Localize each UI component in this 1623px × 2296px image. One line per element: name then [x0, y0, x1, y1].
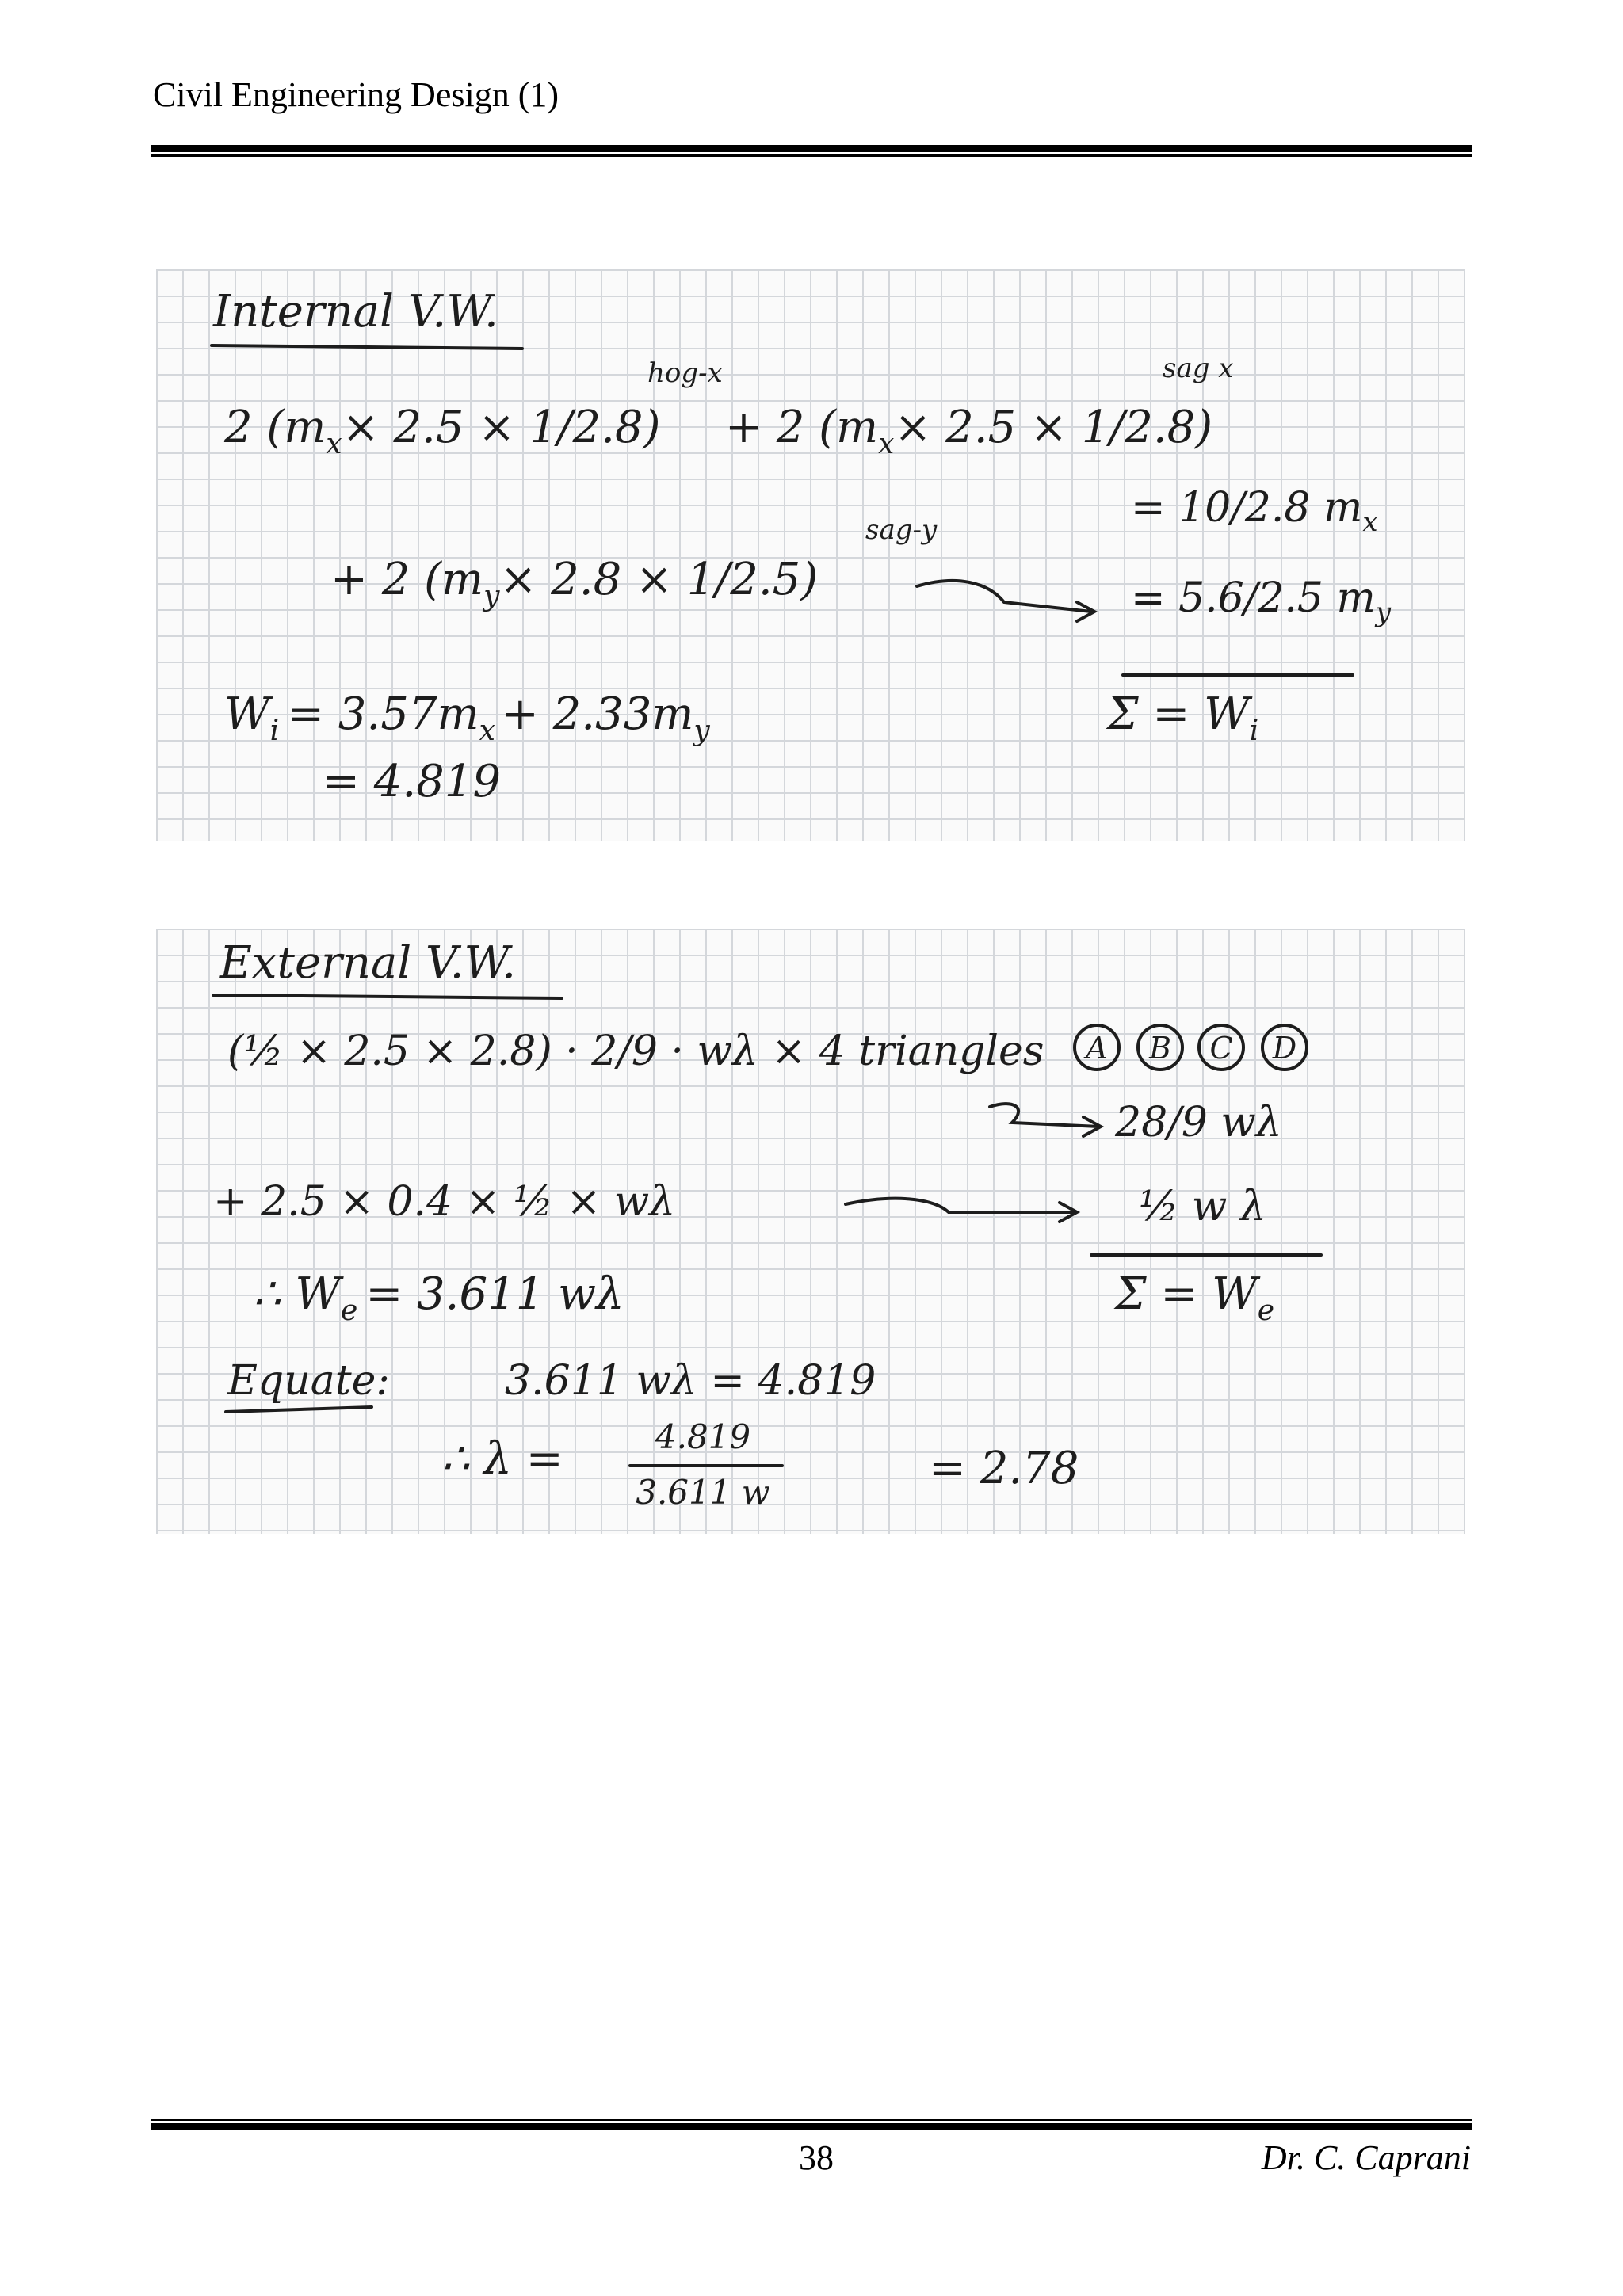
- we-equation: ∴ $W_e = 3.611$ wλ: [253, 1268, 624, 1327]
- external-result-1: 28/9 wλ: [1115, 1099, 1282, 1146]
- equate-equation: 3.611 wλ = 4.819: [505, 1357, 876, 1405]
- internal-vw-heading: Internal V.W.: [213, 286, 498, 338]
- wi-value: = 4.819: [323, 756, 502, 807]
- sag-x-label: sag x: [1163, 353, 1234, 384]
- handwritten-notes-internal-vw: [156, 269, 1465, 841]
- panel-c-label: C: [1209, 1031, 1233, 1066]
- internal-result-1: = 10/2.8 $m_x$: [1131, 484, 1378, 538]
- internal-sum: $\Sigma = W_i$: [1107, 688, 1259, 747]
- handwritten-notes-external-vw: [156, 929, 1465, 1534]
- lambda-lhs: ∴ λ =: [441, 1433, 563, 1485]
- internal-vw-svg: [156, 269, 1465, 841]
- lambda-result: = 2.78: [929, 1443, 1079, 1494]
- panel-d-label: D: [1272, 1031, 1297, 1066]
- lambda-denominator: 3.611 w: [636, 1473, 770, 1512]
- panel-circles: [1075, 1025, 1307, 1070]
- hog-x-label: hog-x: [647, 357, 723, 389]
- external-term-1: (½ × 2.5 × 2.8) · 2/9 · wλ × 4 triangles: [227, 1028, 1044, 1075]
- page-number: 38: [799, 2138, 834, 2177]
- external-vw-heading-underline: [213, 995, 562, 998]
- external-result-2: ½ w λ: [1139, 1183, 1266, 1230]
- internal-term-1: 2 $(m_x\times 2.5 \times 1/2.8)$: [224, 402, 661, 460]
- external-vw-heading: External V.W.: [220, 937, 517, 989]
- equate-underline: [226, 1407, 372, 1412]
- external-term-2: + 2.5 × 0.4 × ½ × wλ: [213, 1178, 676, 1226]
- internal-term-2: + 2 $(m_x\times 2.5 \times 1/2.8)$: [725, 402, 1213, 460]
- internal-result-2: = 5.6/2.5 $m_y$: [1131, 574, 1392, 628]
- lambda-numerator: 4.819: [655, 1417, 751, 1456]
- external-arrow-2: [846, 1199, 1077, 1222]
- external-arrow-1: [990, 1104, 1101, 1136]
- header-rule-thin: [151, 154, 1472, 157]
- header-rule: [151, 145, 1472, 152]
- wi-equation: $W_i = 3.57m_x + 2.33m_y$: [224, 688, 710, 747]
- internal-term-3: + 2 $(m_y\times 2.8 \times 1/2.5)$: [330, 554, 819, 612]
- panel-a-label: A: [1086, 1031, 1108, 1066]
- panel-b-label: B: [1149, 1031, 1171, 1066]
- footer-rule: [151, 2123, 1472, 2130]
- equate-label: Equate:: [227, 1357, 390, 1405]
- external-sum: $\Sigma = W_e$: [1115, 1268, 1274, 1327]
- author-name: Dr. C. Caprani: [1261, 2138, 1471, 2177]
- external-vw-svg: [156, 929, 1465, 1534]
- footer-rule-thin: [151, 2119, 1472, 2121]
- document-header-title: Civil Engineering Design (1): [153, 75, 559, 114]
- internal-arrow: [917, 581, 1094, 621]
- sag-y-label: sag-y: [865, 514, 938, 546]
- internal-vw-heading-underline: [212, 345, 522, 349]
